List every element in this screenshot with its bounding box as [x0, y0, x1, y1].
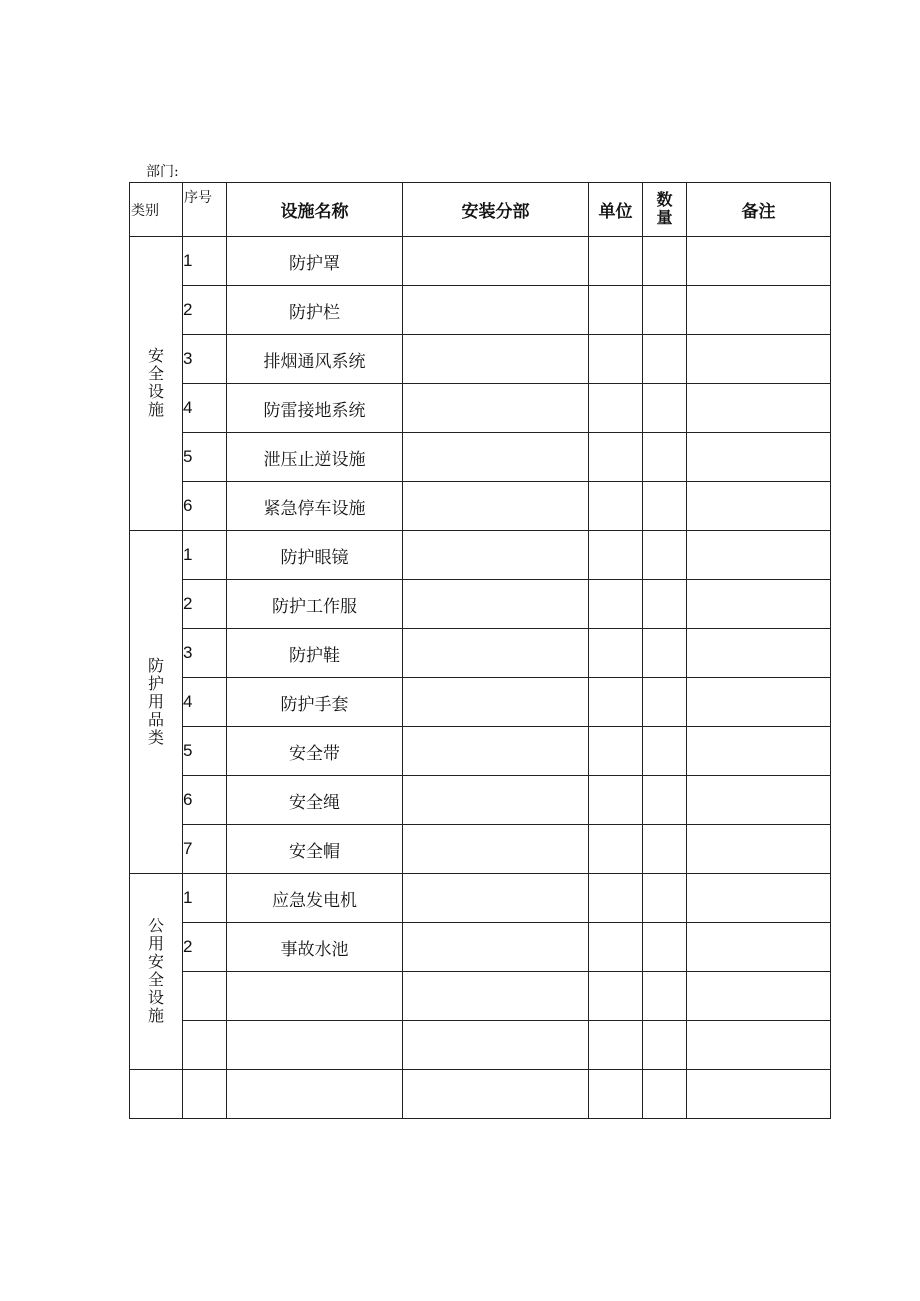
number-cell: 6: [183, 776, 227, 825]
quantity-cell[interactable]: [643, 1021, 687, 1070]
location-cell[interactable]: [403, 1070, 589, 1119]
remarks-cell[interactable]: [687, 433, 831, 482]
remarks-cell[interactable]: [687, 286, 831, 335]
facility-name-cell: [227, 1021, 403, 1070]
remarks-cell[interactable]: [687, 776, 831, 825]
unit-cell[interactable]: [589, 874, 643, 923]
unit-cell[interactable]: [589, 1021, 643, 1070]
header-row: [130, 183, 831, 237]
number-cell: 2: [183, 923, 227, 972]
quantity-cell[interactable]: [643, 1070, 687, 1119]
location-cell[interactable]: [403, 433, 589, 482]
unit-cell[interactable]: [589, 678, 643, 727]
unit-cell[interactable]: [589, 286, 643, 335]
table-row: [130, 776, 831, 825]
table-row: [130, 531, 831, 580]
remarks-cell[interactable]: [687, 384, 831, 433]
unit-cell[interactable]: [589, 1070, 643, 1119]
facility-table: [129, 182, 831, 1119]
location-cell[interactable]: [403, 678, 589, 727]
col-header-category: 类别: [130, 183, 183, 237]
table-row: [130, 1021, 831, 1070]
unit-cell[interactable]: [589, 923, 643, 972]
quantity-cell[interactable]: [643, 629, 687, 678]
location-cell[interactable]: [403, 727, 589, 776]
remarks-cell[interactable]: [687, 972, 831, 1021]
location-cell[interactable]: [403, 237, 589, 286]
remarks-cell[interactable]: [687, 237, 831, 286]
facility-name-cell: 泄压止逆设施: [227, 433, 403, 482]
col-header-unit: 单位: [589, 183, 643, 237]
number-cell: [183, 1070, 227, 1119]
location-cell[interactable]: [403, 384, 589, 433]
facility-name-cell: 紧急停车设施: [227, 482, 403, 531]
quantity-cell[interactable]: [643, 335, 687, 384]
number-cell: 5: [183, 433, 227, 482]
number-cell: 3: [183, 629, 227, 678]
number-cell: [183, 972, 227, 1021]
table-row: [130, 678, 831, 727]
facility-name-cell: 防护栏: [227, 286, 403, 335]
location-cell[interactable]: [403, 580, 589, 629]
unit-cell[interactable]: [589, 727, 643, 776]
number-cell: 4: [183, 678, 227, 727]
number-cell: 4: [183, 384, 227, 433]
unit-cell[interactable]: [589, 482, 643, 531]
number-cell: 3: [183, 335, 227, 384]
location-cell[interactable]: [403, 629, 589, 678]
location-cell[interactable]: [403, 482, 589, 531]
table-row: [130, 237, 831, 286]
remarks-cell[interactable]: [687, 874, 831, 923]
facility-name-cell: 排烟通风系统: [227, 335, 403, 384]
remarks-cell[interactable]: [687, 531, 831, 580]
quantity-cell[interactable]: [643, 972, 687, 1021]
table-row: [130, 580, 831, 629]
table-body: [130, 183, 831, 1119]
number-cell: 6: [183, 482, 227, 531]
remarks-cell[interactable]: [687, 335, 831, 384]
location-cell[interactable]: [403, 335, 589, 384]
unit-cell[interactable]: [589, 629, 643, 678]
facility-name-cell: 安全带: [227, 727, 403, 776]
category-cell: [130, 531, 183, 874]
facility-name-cell: 应急发电机: [227, 874, 403, 923]
number-cell: 5: [183, 727, 227, 776]
facility-name-cell: 防护鞋: [227, 629, 403, 678]
number-cell: 7: [183, 825, 227, 874]
unit-cell[interactable]: [589, 776, 643, 825]
unit-cell[interactable]: [589, 580, 643, 629]
col-header-remarks: 备注: [687, 183, 831, 237]
quantity-cell[interactable]: [643, 580, 687, 629]
unit-cell[interactable]: [589, 825, 643, 874]
table-row: [130, 286, 831, 335]
location-cell[interactable]: [403, 923, 589, 972]
quantity-cell[interactable]: [643, 482, 687, 531]
col-header-number: 序号: [183, 183, 227, 237]
category-label: 公用安全设施: [147, 916, 164, 1025]
remarks-cell[interactable]: [687, 678, 831, 727]
category-label: 安全设施: [147, 346, 164, 419]
quantity-cell[interactable]: [643, 678, 687, 727]
remarks-cell[interactable]: [687, 825, 831, 874]
table-row: [130, 1070, 831, 1119]
quantity-cell[interactable]: [643, 531, 687, 580]
table-row: [130, 629, 831, 678]
location-cell[interactable]: [403, 531, 589, 580]
table-row: [130, 923, 831, 972]
location-cell[interactable]: [403, 874, 589, 923]
remarks-cell[interactable]: [687, 1070, 831, 1119]
unit-cell[interactable]: [589, 972, 643, 1021]
table-row: [130, 972, 831, 1021]
col-header-quantity: [643, 183, 687, 237]
quantity-cell[interactable]: [643, 237, 687, 286]
table-row: [130, 727, 831, 776]
number-cell: 1: [183, 531, 227, 580]
unit-cell[interactable]: [589, 384, 643, 433]
facility-name-cell: 防护眼镜: [227, 531, 403, 580]
facility-name-cell: 事故水池: [227, 923, 403, 972]
location-cell[interactable]: [403, 776, 589, 825]
facility-name-cell: 安全帽: [227, 825, 403, 874]
table-row: [130, 433, 831, 482]
facility-name-cell: 防护手套: [227, 678, 403, 727]
location-cell[interactable]: [403, 1021, 589, 1070]
quantity-cell[interactable]: [643, 727, 687, 776]
remarks-cell[interactable]: [687, 629, 831, 678]
quantity-cell[interactable]: [643, 923, 687, 972]
quantity-cell[interactable]: [643, 874, 687, 923]
unit-cell[interactable]: [589, 335, 643, 384]
quantity-cell[interactable]: [643, 433, 687, 482]
remarks-cell[interactable]: [687, 482, 831, 531]
location-cell[interactable]: [403, 286, 589, 335]
quantity-header-text: 数量: [656, 190, 673, 227]
unit-cell[interactable]: [589, 433, 643, 482]
category-cell: [130, 237, 183, 531]
remarks-cell[interactable]: [687, 923, 831, 972]
facility-name-cell: [227, 972, 403, 1021]
category-cell: [130, 874, 183, 1070]
number-cell: [183, 1021, 227, 1070]
table-row: [130, 825, 831, 874]
facility-name-cell: [227, 1070, 403, 1119]
quantity-cell[interactable]: [643, 286, 687, 335]
col-header-location: 安装分部: [403, 183, 589, 237]
location-cell[interactable]: [403, 825, 589, 874]
quantity-cell[interactable]: [643, 776, 687, 825]
facility-name-cell: 防雷接地系统: [227, 384, 403, 433]
quantity-cell[interactable]: [643, 825, 687, 874]
category-cell: [130, 1070, 183, 1119]
table-row: [130, 384, 831, 433]
table-row: [130, 335, 831, 384]
number-cell: 1: [183, 237, 227, 286]
unit-cell[interactable]: [589, 237, 643, 286]
facility-name-cell: 防护罩: [227, 237, 403, 286]
quantity-cell[interactable]: [643, 384, 687, 433]
remarks-cell[interactable]: [687, 1021, 831, 1070]
number-cell: 2: [183, 580, 227, 629]
remarks-cell[interactable]: [687, 727, 831, 776]
table-row: [130, 874, 831, 923]
department-label: 部门:: [146, 164, 179, 180]
table-row: [130, 482, 831, 531]
remarks-cell[interactable]: [687, 580, 831, 629]
location-cell[interactable]: [403, 972, 589, 1021]
facility-name-cell: 防护工作服: [227, 580, 403, 629]
number-cell: 1: [183, 874, 227, 923]
category-label: 防护用品类: [147, 655, 164, 747]
unit-cell[interactable]: [589, 531, 643, 580]
facility-name-cell: 安全绳: [227, 776, 403, 825]
col-header-name: 设施名称: [227, 183, 403, 237]
number-cell: 2: [183, 286, 227, 335]
